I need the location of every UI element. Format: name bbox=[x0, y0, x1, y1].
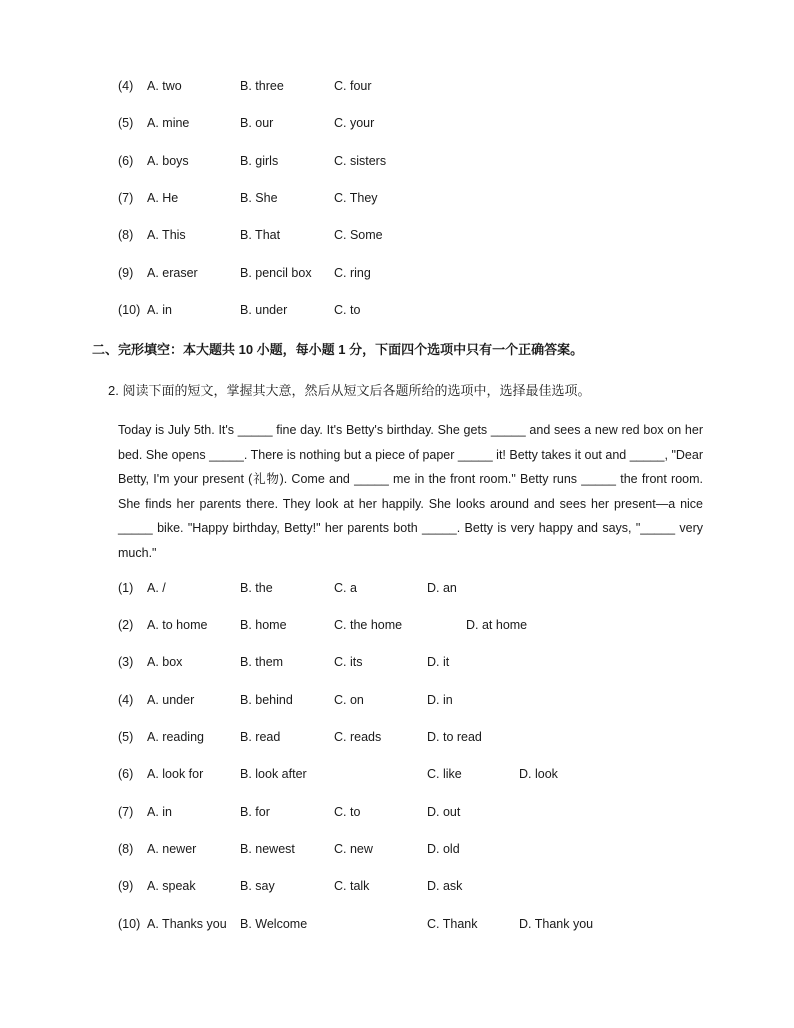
option-d: D. to read bbox=[427, 730, 482, 744]
question-number: (6) bbox=[118, 154, 134, 168]
option-a: A. look for bbox=[147, 767, 204, 781]
question-number: (5) bbox=[118, 116, 134, 130]
option-d: D. Thank you bbox=[519, 917, 594, 931]
option-b: B. girls bbox=[240, 154, 279, 168]
option-d: D. old bbox=[427, 842, 460, 856]
option-a: A. Thanks you bbox=[147, 917, 227, 931]
option-b: B. them bbox=[240, 655, 284, 669]
option-d: D. at home bbox=[466, 618, 528, 632]
option-c: C. to bbox=[334, 805, 361, 819]
question-number: (4) bbox=[118, 693, 134, 707]
option-b: B. read bbox=[240, 730, 281, 744]
question-number: (5) bbox=[118, 730, 134, 744]
option-a: A. boys bbox=[147, 154, 189, 168]
option-a: A. mine bbox=[147, 116, 190, 130]
question-number: (3) bbox=[118, 655, 134, 669]
option-c: C. talk bbox=[334, 879, 370, 893]
option-b: B. our bbox=[240, 116, 274, 130]
option-b: B. pencil box bbox=[240, 266, 312, 280]
question-number: (9) bbox=[118, 266, 134, 280]
option-a: A. speak bbox=[147, 879, 196, 893]
option-b: B. She bbox=[240, 191, 278, 205]
option-b: B. behind bbox=[240, 693, 293, 707]
option-c: C. a bbox=[334, 581, 357, 595]
option-a: A. reading bbox=[147, 730, 204, 744]
option-b: B. look after bbox=[240, 767, 307, 781]
question-number: (7) bbox=[118, 805, 134, 819]
option-b: B. home bbox=[240, 618, 287, 632]
question-number: (8) bbox=[118, 228, 134, 242]
question-number: (1) bbox=[118, 581, 134, 595]
option-c: C. like bbox=[427, 767, 462, 781]
option-a: A. / bbox=[147, 581, 166, 595]
option-c: C. Some bbox=[334, 228, 383, 242]
option-b: B. Welcome bbox=[240, 917, 308, 931]
option-c: C. sisters bbox=[334, 154, 387, 168]
question-number: (10) bbox=[118, 303, 141, 317]
section-instruction: 2. 阅读下面的短文，掌握其大意，然后从短文后各题所给的选项中，选择最佳选项。 bbox=[108, 383, 591, 398]
option-c: C. your bbox=[334, 116, 375, 130]
option-b: B. three bbox=[240, 79, 284, 93]
option-a: A. eraser bbox=[147, 266, 198, 280]
question-number: (10) bbox=[118, 917, 141, 931]
option-c: C. four bbox=[334, 79, 372, 93]
option-c: C. Thank bbox=[427, 917, 478, 931]
option-d: D. an bbox=[427, 581, 457, 595]
option-c: C. on bbox=[334, 693, 364, 707]
section-title: 二、完形填空：本大题共 10 小题，每小题 1 分，下面四个选项中只有一个正确答案。 bbox=[92, 342, 584, 357]
option-d: D. look bbox=[519, 767, 558, 781]
option-a: A. box bbox=[147, 655, 183, 669]
option-d: D. it bbox=[427, 655, 450, 669]
reading-passage: Today is July 5th. It's _____ fine day. It's Betty's birthday. She gets _____ and sees a new red box on her bed. She opens _____. There is nothing but a piece of paper _____ it! Betty takes it out and _____, "Dear Betty, I'm your present (礼物). Come and _____ me in the front room." Betty runs _____ the front room. She finds her parents there. They look at her happily. She looks around and sees her present—a nice _____ bike. "Happy birthday, Betty!" her parents both _____. Betty is very happy and says, "_____ very much." bbox=[118, 423, 703, 560]
option-b: B. under bbox=[240, 303, 288, 317]
option-c: C. They bbox=[334, 191, 378, 205]
option-a: A. newer bbox=[147, 842, 197, 856]
option-c: C. new bbox=[334, 842, 373, 856]
option-d: D. in bbox=[427, 693, 453, 707]
option-b: B. newest bbox=[240, 842, 295, 856]
option-a: A. under bbox=[147, 693, 195, 707]
question-number: (8) bbox=[118, 842, 134, 856]
option-b: B. say bbox=[240, 879, 275, 893]
question-number: (4) bbox=[118, 79, 134, 93]
option-b: B. That bbox=[240, 228, 281, 242]
option-c: C. the home bbox=[334, 618, 403, 632]
option-b: B. the bbox=[240, 581, 273, 595]
option-a: A. two bbox=[147, 79, 182, 93]
option-c: C. its bbox=[334, 655, 363, 669]
option-a: A. to home bbox=[147, 618, 208, 632]
option-a: A. in bbox=[147, 303, 173, 317]
option-a: A. He bbox=[147, 191, 179, 205]
option-d: D. out bbox=[427, 805, 461, 819]
option-c: C. reads bbox=[334, 730, 382, 744]
option-c: C. to bbox=[334, 303, 361, 317]
question-number: (7) bbox=[118, 191, 134, 205]
option-c: C. ring bbox=[334, 266, 371, 280]
option-a: A. This bbox=[147, 228, 186, 242]
option-b: B. for bbox=[240, 805, 270, 819]
question-number: (9) bbox=[118, 879, 134, 893]
question-number: (2) bbox=[118, 618, 134, 632]
option-a: A. in bbox=[147, 805, 173, 819]
option-d: D. ask bbox=[427, 879, 463, 893]
question-number: (6) bbox=[118, 767, 134, 781]
